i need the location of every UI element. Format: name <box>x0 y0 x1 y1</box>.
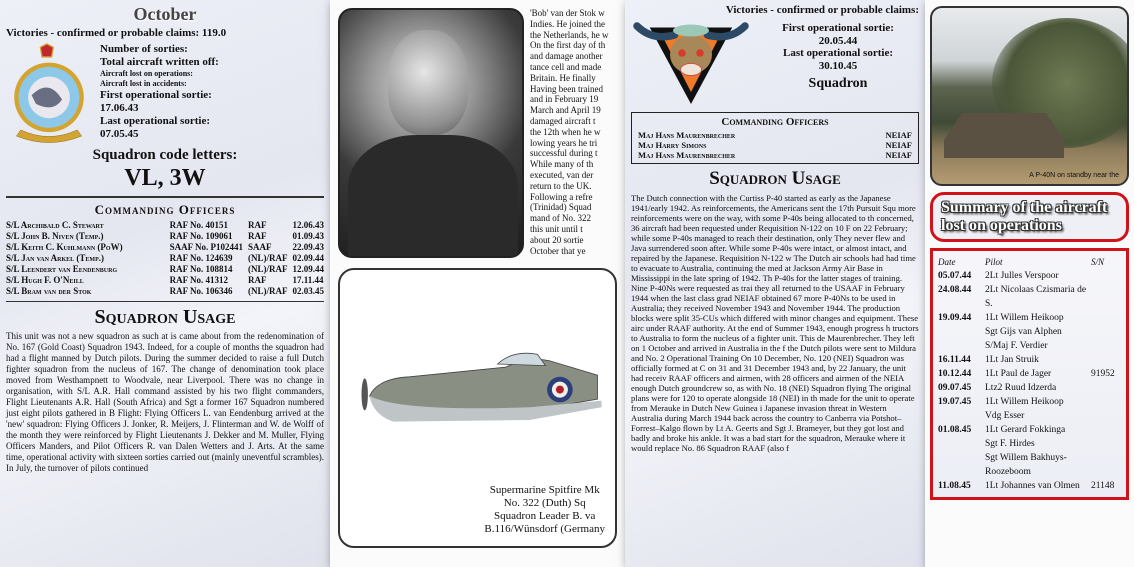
body-line: decided to raise a full Dutch fighter squadron from the nucleus of 167. The change of denomination took place <box>6 353 325 374</box>
body-line: the Dutch pilots were sent to Mildura and No. 2 Operational Training <box>631 343 916 363</box>
bio-line: Having been trained <box>530 83 603 94</box>
body-line: Merauke where it would replace No. 86 Squadron RAAF (also f <box>631 433 906 453</box>
bio-line: October that ye <box>530 245 586 256</box>
body-line: 1943. Indeed, for a couple of months the squadron had had a flight manned by Dutch pilots. During the summer <box>6 342 325 363</box>
cell-date: 24.08.44 <box>938 285 972 295</box>
last-sortie-label: Last operational sortie: <box>783 47 893 59</box>
cell-pilot: 1Lt Willem Heikoop <box>985 313 1064 323</box>
officer-unit: (NL)/RAF <box>248 285 288 296</box>
body-line: This unit was not a new squadron as such at is came about from the redenomination of No. 167 (Gold Coast) Squadron <box>6 331 324 352</box>
sorties-label: Number of sorties: <box>100 43 188 55</box>
cell-sn <box>1091 395 1121 409</box>
biography-text <box>530 8 608 258</box>
officer-number: RAF No. 109061 <box>169 230 233 241</box>
cell-sn <box>1091 269 1121 283</box>
cell-pilot: Vdg Esser <box>985 411 1025 421</box>
body-line: on 22 February; while some P-40s managed to reach their destination, only <box>631 223 908 243</box>
caption-line: B.116/Wünsdorf (Germany <box>484 523 605 535</box>
bio-line: tance cell and made <box>530 61 602 72</box>
cell-sn <box>1091 423 1121 437</box>
officer-name: Maj Hans Maurenbrecher <box>638 150 736 160</box>
bio-line: damaged aircraft t <box>530 115 596 126</box>
officer-number: SAAF No. P102441 <box>169 241 243 252</box>
bio-line: lowing years he tri <box>530 137 598 148</box>
bio-line: Following a refre <box>530 191 593 202</box>
body-line: 1941/early 1942. As reinforcements, the Americans sent the 17th Pursuit Squ <box>631 203 896 213</box>
losses-table <box>930 248 1129 500</box>
code-letters <box>6 147 324 192</box>
first-sortie-label: First operational sortie: <box>100 89 212 101</box>
body-line: P-40s for the latter stages of training. Nine P-40Ns were requested as trai <box>631 273 903 293</box>
last-sortie-label: Last operational sortie: <box>100 115 210 127</box>
uniform <box>348 135 518 258</box>
losses-summary-page <box>925 0 1134 567</box>
cell-pilot: 1Lt Willem Heikoop <box>985 397 1064 407</box>
divider <box>6 301 324 303</box>
commanding-officers-title: Commanding Officers <box>94 201 236 217</box>
bio-line: (Trinidad) Squad <box>530 202 592 213</box>
bio-line: Indies. He joined the <box>530 18 605 29</box>
body-line: arrived at the 'new' squadron: Flying Officers J. Jonker, R. Meijers, J. Flinterman and W. de Wolff <box>6 408 325 429</box>
body-line: RAAF officers and airmen, with 28 officers and airmen of the NEIA <box>668 373 904 383</box>
cell-date <box>938 451 982 479</box>
body-line: intact, or almost intact, and repaired by the Japanese. Requisition N-122 w <box>631 243 907 263</box>
cell-date: 11.08.45 <box>938 481 971 491</box>
cell-sn <box>1091 437 1121 451</box>
officer-unit: (NL)/RAF <box>248 252 288 263</box>
photo-caption: A P-40N on standby near the <box>1029 172 1119 179</box>
camp-photo <box>930 6 1129 186</box>
officer-date: 12.09.44 <box>292 263 324 274</box>
cell-date: 19.09.44 <box>938 313 972 323</box>
body-line: 35-CUs which differed with minor changes and equipment. These airc <box>631 313 919 333</box>
bio-line: this unit until t <box>530 223 583 234</box>
spitfire-profile <box>340 300 615 460</box>
officer-name: Maj Harry Simons <box>638 140 707 150</box>
bio-line: Britain. He finally <box>530 72 596 83</box>
body-line: November 1943 and November 1944. The production blocks were split <box>631 303 901 323</box>
officer-name: S/L Bram van der Stok <box>6 285 92 296</box>
stats-column <box>757 22 919 91</box>
officer-number: RAF No. 124639 <box>169 252 233 263</box>
body-line: The Dutch connection with the Curtiss P-40 started as early as the Japanese <box>631 193 891 203</box>
written-off-label: Total aircraft written off: <box>100 56 219 68</box>
officer-number: RAF No. 41312 <box>169 274 228 285</box>
squadron-usage-body <box>631 193 919 453</box>
officer-name: S/L John B. Niven (Temp.) <box>6 230 104 241</box>
body-line: of the month they were reinforced by Flight Lieutenants J. Dekker and M. Muller, Flying Officers <box>6 419 325 451</box>
divider <box>6 196 324 198</box>
cell-sn <box>1091 381 1121 395</box>
header-pilot: Pilot <box>985 257 1003 267</box>
cell-date <box>938 409 982 423</box>
officer-name: S/L Jan van Arkel (Temp.) <box>6 252 104 263</box>
squadron-120-page <box>625 0 925 567</box>
bio-line: executed, van der <box>530 169 594 180</box>
squadron-usage-title: Squadron Usage <box>709 168 841 189</box>
cell-date <box>938 325 982 339</box>
first-sortie-date: 20.05.44 <box>818 34 858 47</box>
caption-line: Supermarine Spitfire Mk <box>489 484 600 496</box>
officer-name: S/L Hugh F. O'Neill <box>6 274 84 285</box>
squadron-emblem <box>6 43 92 143</box>
body-line: made for the unit to operate from Merauke in Dutch New Guinea i <box>631 393 915 413</box>
cell-sn <box>1091 353 1121 367</box>
body-line: badly and broke his ankle. It was a bad start for the squadron, <box>631 433 843 443</box>
officer-date: 22.09.43 <box>292 241 324 252</box>
officer-number: RAF No. 108814 <box>169 263 233 274</box>
bio-line: and damage another <box>530 51 603 62</box>
cell-sn <box>1091 325 1121 339</box>
officer-unit: NEIAF <box>885 150 912 160</box>
officer-date: 12.06.43 <box>292 219 324 230</box>
code-letters-value: VL, 3W <box>124 165 206 191</box>
body-line: Manders, and Pilot Officers R. van Dalen Wetters and J. Arts. At the same time, operational activity <box>6 441 324 462</box>
cell-sn <box>1091 409 1121 423</box>
bio-line: successful during t <box>530 148 598 159</box>
officer-date: 17.11.44 <box>292 274 324 285</box>
cell-sn <box>1091 451 1121 479</box>
cell-date: 09.07.45 <box>938 383 972 393</box>
biography-page <box>330 0 625 567</box>
bio-line: the 12th when he w <box>530 126 601 137</box>
officer-unit: RAF <box>248 219 267 230</box>
body-line: on 31 and 31 December 1943 and, by 22 January, the unit had receiv <box>631 363 906 383</box>
cell-pilot: 1Lt Jan Struik <box>985 355 1039 365</box>
officer-unit: NEIAF <box>885 140 912 150</box>
body-line: enough Dutch groundcrew so, as with No. 18 (NEI) Squadron flying <box>631 383 867 393</box>
officer-name: Maj Hans Maurenbrecher <box>638 130 736 140</box>
officer-unit: RAF <box>248 230 267 241</box>
lost-acc-label: Aircraft lost in accidents: <box>100 79 187 88</box>
officers-table <box>6 220 324 297</box>
squadron-usage-body <box>6 331 324 474</box>
header-sn: S/N <box>1091 257 1105 267</box>
header-date: Date <box>938 257 956 267</box>
bio-line: and in February 19 <box>530 94 599 105</box>
page-header: October <box>133 4 197 24</box>
code-letters-label: Squadron code letters: <box>92 147 238 163</box>
officer-name: S/L Keith C. Kuhlmann (PoW) <box>6 241 123 252</box>
cell-sn <box>1091 339 1121 353</box>
body-line: moved from Westhampnett to Woodvale, near Liverpool. There was no change in organisation, with S/L A.R. Hall <box>6 375 324 396</box>
aircraft-caption <box>484 484 605 536</box>
victories-label: Victories - confirmed or probable claims: <box>725 4 919 16</box>
last-sortie-date: 30.10.45 <box>818 59 858 72</box>
squadron-322-page <box>0 0 330 567</box>
officer-unit: (NL)/RAF <box>248 263 288 274</box>
bio-line: the Netherlands, he w <box>530 29 609 40</box>
officer-unit: SAAF <box>248 241 272 252</box>
cell-pilot: S/Maj F. Verdier <box>985 341 1048 351</box>
stats-column <box>100 43 219 143</box>
officer-date: 02.09.44 <box>292 252 324 263</box>
buffalo-squadron-logo <box>631 16 751 108</box>
body-line: with sixteen sorties carried out (mainly uneventful scrambles). In July, the turnover of pilots continued <box>6 452 324 473</box>
cell-pilot: Sgt Gijs van Alphen <box>985 327 1062 337</box>
tent <box>944 113 1064 158</box>
cell-sn: 21148 <box>1091 481 1115 491</box>
body-line: The Dutch air schools had had time to evacuate to Australia, continuing the <box>631 253 916 273</box>
body-line: Maurenbrecher. They left on 1 October and arrived in Australia in the f <box>631 333 915 353</box>
body-line: NEIAF obtained 67 more P-40Ns to be used in Australia; they received <box>631 293 896 313</box>
officer-unit: RAF <box>248 274 267 285</box>
officer-date: 02.03.45 <box>292 285 324 296</box>
body-line: The original plans were for 120 to operate alongside 18 (NEI) in th <box>631 383 912 403</box>
summary-title: Summary of the aircraft lost on operations <box>941 199 1108 234</box>
bio-line: March and April 19 <box>530 105 601 116</box>
summary-title-box <box>930 192 1129 242</box>
bio-line: about 20 sortie <box>530 234 584 245</box>
officer-date: 01.09.43 <box>292 230 324 241</box>
body-line: back across the country to Canberra via Potshot–Forrest–Kalgo <box>631 413 902 433</box>
cell-date: 19.07.45 <box>938 397 972 407</box>
portrait-head <box>388 30 468 135</box>
cell-pilot: Sgt F. Hirdes <box>985 439 1035 449</box>
cell-sn <box>1091 283 1121 311</box>
bio-line: While many of th <box>530 159 594 170</box>
officer-number: RAF No. 106346 <box>169 285 233 296</box>
lost-ops-label: Aircraft lost on operations: <box>100 69 193 78</box>
cell-date <box>938 437 982 451</box>
cell-pilot: 2Lt Julles Verspoor <box>985 271 1059 281</box>
squadron-usage-title: Squadron Usage <box>94 306 236 328</box>
cell-date: 10.12.44 <box>938 369 972 379</box>
victories-label: Victories - confirmed or probable claims: 119.0 <box>6 27 227 39</box>
cell-sn: 91952 <box>1091 369 1115 379</box>
commanding-officers-box <box>631 112 919 164</box>
body-line: command assisted by his two flight commanders, Flight Lieutenants A.R. Hall (South Africa) and Sgt a <box>6 386 325 407</box>
officer-unit: NEIAF <box>885 130 912 140</box>
code-letters-label: Squadron <box>808 76 868 91</box>
body-line: med at Jackson Army Air Base in Mississippi in the late spring of 1942. Th <box>631 263 883 283</box>
cell-pilot: 1Lt Gerard Fokkinga <box>985 425 1066 435</box>
body-line: more reinforcements were on the way, with some P-40s being allocated to th <box>631 203 916 223</box>
cell-pilot: Sgt Willem Bakhuys-Roozeboom <box>985 453 1067 477</box>
bio-line: On the first day of th <box>530 40 606 51</box>
cell-date: 16.11.44 <box>938 355 971 365</box>
caption-line: No. 322 (Duth) Sq <box>503 497 586 509</box>
cell-date: 01.08.45 <box>938 425 972 435</box>
body-line: concerned, 36 aircraft had been requested under Requisition N-122 on 10 F <box>631 213 914 233</box>
first-sortie-label: First operational sortie: <box>782 22 894 34</box>
portrait-photo <box>338 8 524 258</box>
cell-pilot: 1Lt Johannes van Olmen <box>985 481 1080 491</box>
bio-line: mand of No. 322 <box>530 213 591 224</box>
officer-name: S/L Archibald C. Stewart <box>6 219 104 230</box>
body-line: flown by Lt A. Geerts and Sgt J. Brameyer, but they got lost and <box>682 423 904 433</box>
caption-line: Squadron Leader B. va <box>494 510 596 522</box>
cell-pilot: Ltz2 Ruud Idzerda <box>985 383 1057 393</box>
bio-line: return to the UK. <box>530 180 592 191</box>
officer-name: S/L Leendert van Eendenburg <box>6 263 118 274</box>
bio-line: 'Bob' van der Stok w <box>530 8 605 18</box>
cell-pilot: 2Lt Nicolaas Czismaria de S. <box>985 285 1087 309</box>
last-sortie-date: 07.05.45 <box>100 128 139 140</box>
body-line: tructors to Australia to form the nucleus of a fighter unit. This de <box>631 323 919 343</box>
officer-number: RAF No. 40151 <box>169 219 228 230</box>
cell-date <box>938 339 982 353</box>
body-line: Japanese invasion threat in Western Australia during March 1944 <box>631 403 887 423</box>
body-line: They never flew and Java surrendered soon after. While some P-40s were <box>631 233 906 253</box>
body-line: they all returned to the USAAF in February 1944 when the last class grad <box>631 283 905 303</box>
body-line: under RAAF authority. At the end of Summer 1943, enough progress h <box>646 323 891 333</box>
cell-sn <box>1091 311 1121 325</box>
cell-date: 05.07.44 <box>938 271 972 281</box>
body-line: former 167 Squadron numbered just eight pilots gathered in B Flight: Flying Officers L. van Eendenburg <box>6 397 324 418</box>
commanding-officers-title: Commanding Officers <box>721 116 829 128</box>
cell-pilot: 1Lt Paul de Jager <box>985 369 1052 379</box>
roundel-center <box>556 386 564 394</box>
body-line: On 10 December, No. 120 (NEI) Squadron was officially formed at C <box>631 353 904 373</box>
first-sortie-date: 17.06.43 <box>100 102 139 114</box>
aircraft-profile-box <box>338 268 617 548</box>
